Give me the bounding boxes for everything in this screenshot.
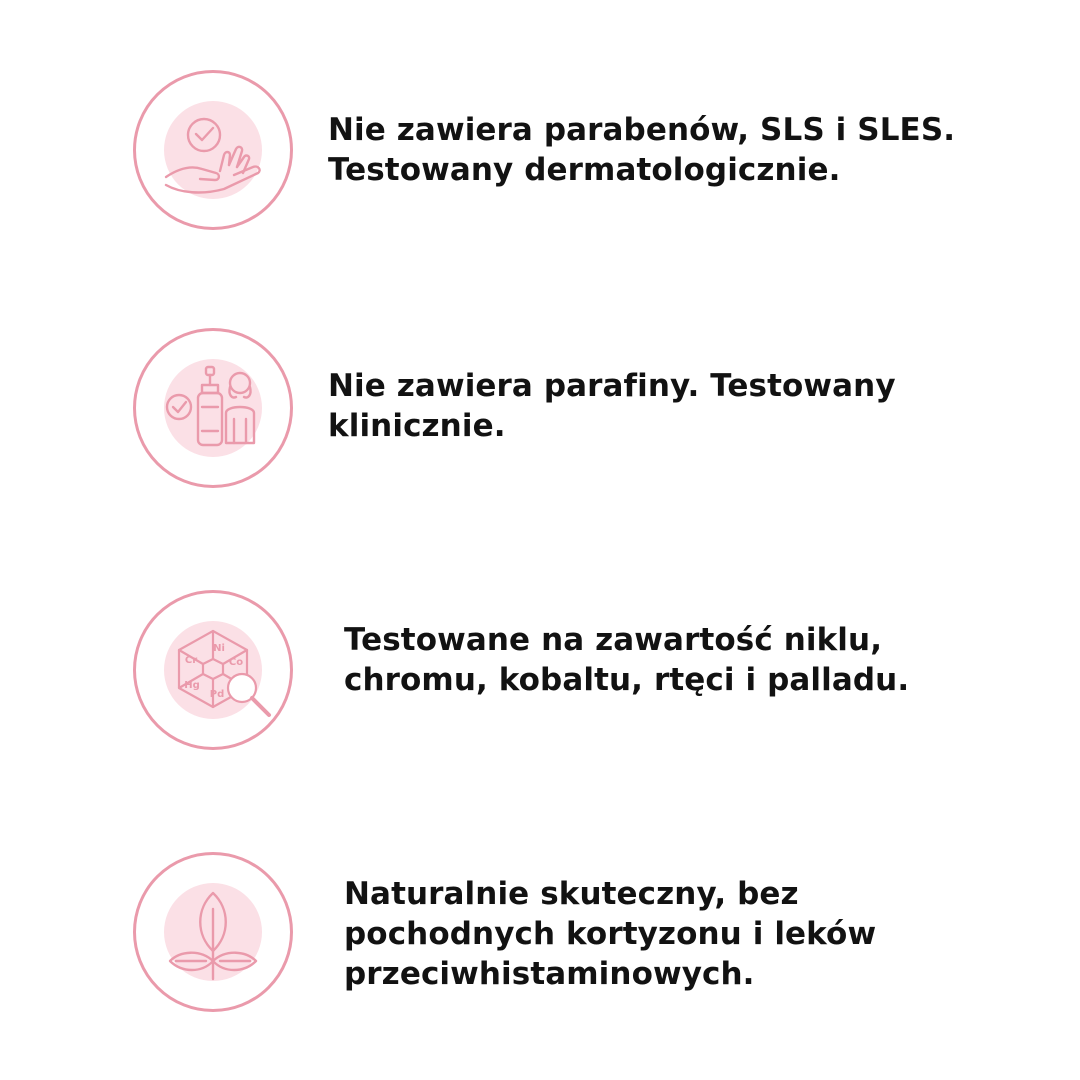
feature-line: pochodnych kortyzonu i leków (344, 916, 877, 952)
feature-description (328, 366, 1028, 446)
dropper-bottle-person-icon (136, 331, 290, 485)
feature-parabens (0, 50, 1080, 250)
feature-line: Testowane na zawartość niklu, (344, 622, 883, 658)
badge (133, 852, 293, 1012)
feature-natural (0, 832, 1080, 1032)
element-symbol: Hg (184, 680, 200, 691)
feature-line: Testowany dermatologicznie. (328, 152, 841, 188)
feature-line: Nie zawiera parabenów, SLS i SLES. (328, 112, 956, 148)
feature-description (328, 110, 1028, 190)
badge (133, 70, 293, 230)
element-symbol: Cr (184, 655, 198, 666)
feature-description (344, 874, 1044, 994)
feature-line: przeciwhistaminowych. (344, 956, 755, 992)
feature-line: klinicznie. (328, 408, 506, 444)
hand-check-icon (136, 73, 290, 227)
element-symbol: Ni (213, 643, 225, 654)
feature-heavy-metals (0, 570, 1080, 770)
feature-paraffin (0, 308, 1080, 508)
badge (133, 590, 293, 750)
feature-description (344, 620, 1044, 700)
feature-line: Naturalnie skuteczny, bez (344, 876, 799, 912)
element-symbol: Pd (209, 689, 225, 700)
element-symbol: Co (228, 657, 244, 668)
leaf-icon (136, 855, 290, 1009)
heavy-metals-magnifier-icon (136, 593, 290, 747)
feature-line: Nie zawiera parafiny. Testowany (328, 368, 896, 404)
badge (133, 328, 293, 488)
feature-line: chromu, kobaltu, rtęci i palladu. (344, 662, 910, 698)
